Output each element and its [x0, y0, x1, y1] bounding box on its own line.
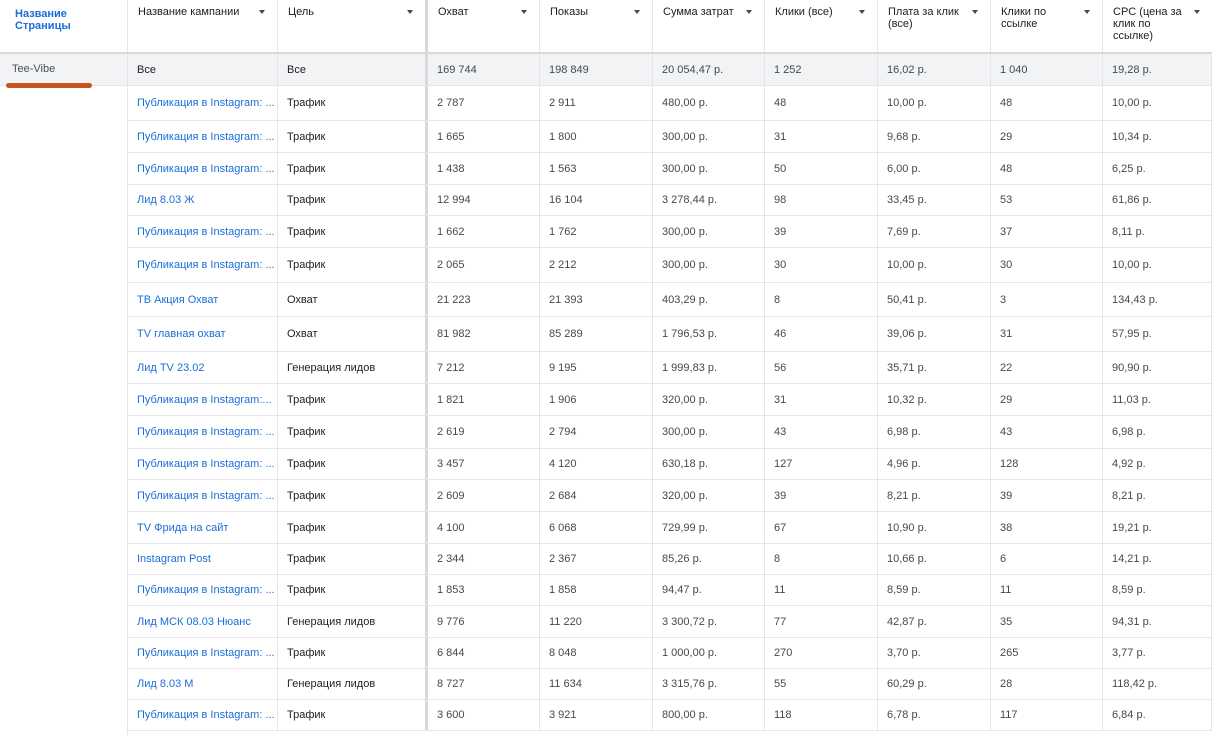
campaign-link[interactable]: TV Фрида на сайт — [137, 521, 229, 534]
goal-cell: Трафик — [278, 121, 428, 152]
amount-spent-cell: 1 796,53 р. — [653, 317, 765, 351]
impressions-cell: 1 563 — [540, 153, 653, 184]
campaign-link[interactable]: Instagram Post — [137, 553, 211, 565]
cpc-all-cell: 6,78 р. — [878, 700, 991, 730]
link-clicks-cell: 48 — [991, 153, 1103, 184]
campaign-name-cell — [128, 512, 278, 543]
clicks-all-cell: 118 — [765, 700, 878, 730]
table-row[interactable] — [128, 638, 1212, 669]
reach-cell: 7 212 — [428, 352, 540, 383]
campaign-link[interactable]: Публикация в Instagram: ... — [137, 584, 275, 596]
table-row[interactable] — [128, 606, 1212, 638]
goal-cell: Трафик — [278, 216, 428, 247]
clicks-all-cell: 39 — [765, 480, 878, 511]
impressions-cell: 11 634 — [540, 669, 653, 699]
link-clicks-cell: 39 — [991, 480, 1103, 511]
table-row[interactable] — [128, 352, 1212, 384]
sort-dropdown-icon[interactable] — [968, 5, 982, 19]
cpc-link-cell: 10,34 р. — [1103, 121, 1212, 152]
table-row[interactable] — [128, 384, 1212, 416]
campaign-name-cell — [128, 54, 278, 85]
link-clicks-cell: 28 — [991, 669, 1103, 699]
campaign-link[interactable]: Публикация в Instagram: ... — [137, 489, 275, 502]
column-header-page-name[interactable] — [0, 0, 128, 52]
table-row[interactable] — [128, 248, 1212, 283]
cpc-link-cell: 19,28 р. — [1103, 54, 1212, 85]
reach-cell: 3 457 — [428, 449, 540, 479]
link-clicks-cell: 1 040 — [991, 54, 1103, 85]
reach-cell: 1 821 — [428, 384, 540, 415]
cpc-all-cell: 8,21 р. — [878, 480, 991, 511]
cpc-all-cell: 3,70 р. — [878, 638, 991, 668]
redaction-mark — [6, 83, 92, 88]
table-row[interactable] — [128, 216, 1212, 248]
clicks-all-cell: 77 — [765, 606, 878, 637]
reach-cell: 12 994 — [428, 185, 540, 215]
amount-spent-cell: 320,00 р. — [653, 384, 765, 415]
goal-cell: Трафик — [278, 416, 428, 448]
campaign-name-cell — [128, 416, 278, 448]
campaign-name-cell — [128, 283, 278, 316]
amount-spent-cell: 300,00 р. — [653, 416, 765, 448]
link-clicks-cell: 35 — [991, 606, 1103, 637]
table-row[interactable] — [128, 317, 1212, 352]
impressions-cell: 11 220 — [540, 606, 653, 637]
table-header — [0, 0, 1212, 54]
amount-spent-cell: 800,00 р. — [653, 700, 765, 730]
cpc-link-cell: 14,21 р. — [1103, 544, 1212, 574]
cpc-all-cell: 33,45 р. — [878, 185, 991, 215]
campaign-name-cell — [128, 606, 278, 637]
cpc-link-cell: 6,25 р. — [1103, 153, 1212, 184]
column-header-goal[interactable] — [278, 0, 428, 52]
cpc-all-cell: 39,06 р. — [878, 317, 991, 351]
cpc-link-cell: 3,77 р. — [1103, 638, 1212, 668]
reach-cell: 2 787 — [428, 86, 540, 120]
impressions-cell: 1 762 — [540, 216, 653, 247]
cpc-link-cell: 10,00 р. — [1103, 248, 1212, 282]
cpc-all-cell: 6,00 р. — [878, 153, 991, 184]
cpc-link-cell: 94,31 р. — [1103, 606, 1212, 637]
goal-cell: Охват — [278, 317, 428, 351]
reach-cell: 1 665 — [428, 121, 540, 152]
impressions-cell: 2 911 — [540, 86, 653, 120]
table-row[interactable] — [128, 416, 1212, 449]
goal-cell: Трафик — [278, 86, 428, 120]
table-row[interactable] — [128, 575, 1212, 606]
impressions-cell: 4 120 — [540, 449, 653, 479]
goal-cell: Трафик — [278, 544, 428, 574]
campaign-link[interactable]: Публикация в Instagram: ... — [137, 130, 275, 143]
amount-spent-cell: 3 300,72 р. — [653, 606, 765, 637]
reach-cell: 169 744 — [428, 54, 540, 85]
amount-spent-cell: 94,47 р. — [653, 575, 765, 605]
link-clicks-cell: 117 — [991, 700, 1103, 730]
amount-spent-cell: 729,99 р. — [653, 512, 765, 543]
goal-cell: Трафик — [278, 384, 428, 415]
impressions-cell: 9 195 — [540, 352, 653, 383]
impressions-cell: 8 048 — [540, 638, 653, 668]
column-header-label: Название Страницы — [15, 8, 71, 32]
campaign-link[interactable]: Публикация в Instagram:... — [137, 393, 272, 406]
column-header-clicks-all[interactable] — [765, 0, 878, 52]
link-clicks-cell: 11 — [991, 575, 1103, 605]
table-row[interactable] — [128, 185, 1212, 216]
cpc-link-cell: 8,11 р. — [1103, 216, 1212, 247]
amount-spent-cell: 300,00 р. — [653, 153, 765, 184]
amount-spent-cell: 1 000,00 р. — [653, 638, 765, 668]
cpc-all-cell: 10,32 р. — [878, 384, 991, 415]
cpc-all-cell: 35,71 р. — [878, 352, 991, 383]
table-row[interactable] — [128, 700, 1212, 731]
column-header-amount-spent[interactable] — [653, 0, 765, 52]
column-header-label: CPC (цена за клик по ссылке) — [1113, 6, 1182, 42]
campaign-name-cell — [128, 575, 278, 605]
campaign-name-cell — [128, 638, 278, 668]
campaign-name-cell — [128, 121, 278, 152]
goal-cell: Трафик — [278, 153, 428, 184]
table-row[interactable] — [128, 669, 1212, 700]
campaign-link[interactable]: Лид 8.03 М — [137, 678, 194, 690]
campaign-link[interactable]: Публикация в Instagram: ... — [137, 458, 275, 470]
amount-spent-cell: 3 315,76 р. — [653, 669, 765, 699]
table-row[interactable] — [128, 121, 1212, 153]
cpc-all-cell: 8,59 р. — [878, 575, 991, 605]
campaign-link[interactable]: Публикация в Instagram: ... — [137, 97, 275, 109]
clicks-all-cell: 43 — [765, 416, 878, 448]
cpc-all-cell: 42,87 р. — [878, 606, 991, 637]
campaign-link[interactable]: Публикация в Instagram: ... — [137, 709, 275, 721]
impressions-cell: 2 794 — [540, 416, 653, 448]
clicks-all-cell: 46 — [765, 317, 878, 351]
cpc-link-cell: 90,90 р. — [1103, 352, 1212, 383]
table-row[interactable] — [128, 480, 1212, 512]
impressions-cell: 198 849 — [540, 54, 653, 85]
campaign-name-cell — [128, 185, 278, 215]
clicks-all-cell: 8 — [765, 544, 878, 574]
column-header-label: Клики (все) — [775, 6, 833, 18]
link-clicks-cell: 30 — [991, 248, 1103, 282]
link-clicks-cell: 6 — [991, 544, 1103, 574]
impressions-cell: 3 921 — [540, 700, 653, 730]
sort-dropdown-icon[interactable] — [255, 5, 269, 19]
goal-cell: Трафик — [278, 512, 428, 543]
cpc-link-cell: 57,95 р. — [1103, 317, 1212, 351]
cpc-all-cell: 10,66 р. — [878, 544, 991, 574]
reach-cell: 1 438 — [428, 153, 540, 184]
clicks-all-cell: 31 — [765, 384, 878, 415]
amount-spent-cell: 3 278,44 р. — [653, 185, 765, 215]
amount-spent-cell: 300,00 р. — [653, 121, 765, 152]
cpc-all-cell: 16,02 р. — [878, 54, 991, 85]
campaign-name-cell — [128, 669, 278, 699]
link-clicks-cell: 38 — [991, 512, 1103, 543]
goal-cell: Генерация лидов — [278, 669, 428, 699]
table-row[interactable] — [128, 153, 1212, 185]
campaign-name-cell — [128, 86, 278, 120]
campaign-link[interactable]: Публикация в Instagram: ... — [137, 162, 275, 175]
campaign-name-cell — [128, 153, 278, 184]
goal-cell: Трафик — [278, 575, 428, 605]
clicks-all-cell: 56 — [765, 352, 878, 383]
clicks-all-cell: 8 — [765, 283, 878, 316]
column-header-label: Показы — [550, 6, 589, 18]
amount-spent-cell: 85,26 р. — [653, 544, 765, 574]
column-header-cpc-all[interactable] — [878, 0, 991, 52]
goal-cell: Трафик — [278, 185, 428, 215]
reach-cell: 8 727 — [428, 669, 540, 699]
column-header-label: Цель — [288, 6, 315, 18]
link-clicks-cell: 128 — [991, 449, 1103, 479]
cpc-link-cell: 8,21 р. — [1103, 480, 1212, 511]
link-clicks-cell: 3 — [991, 283, 1103, 316]
clicks-all-cell: 11 — [765, 575, 878, 605]
cpc-all-cell: 60,29 р. — [878, 669, 991, 699]
reach-cell: 4 100 — [428, 512, 540, 543]
campaign-name-cell — [128, 480, 278, 511]
campaign-name-cell — [128, 449, 278, 479]
cpc-link-cell: 6,98 р. — [1103, 416, 1212, 448]
link-clicks-cell: 29 — [991, 121, 1103, 152]
column-header-label: Охват — [438, 6, 469, 18]
reach-cell: 2 609 — [428, 480, 540, 511]
cpc-link-cell: 11,03 р. — [1103, 384, 1212, 415]
campaign-link[interactable]: Публикация в Instagram: ... — [137, 259, 275, 271]
clicks-all-cell: 127 — [765, 449, 878, 479]
column-header-cpc-link[interactable] — [1103, 0, 1212, 52]
table-row[interactable] — [128, 283, 1212, 317]
sort-dropdown-icon[interactable] — [1080, 5, 1094, 19]
column-header-reach[interactable] — [428, 0, 540, 52]
cpc-link-cell: 118,42 р. — [1103, 669, 1212, 699]
link-clicks-cell: 31 — [991, 317, 1103, 351]
cpc-link-cell: 19,21 р. — [1103, 512, 1212, 543]
campaign-name-text: Все — [137, 63, 156, 76]
sort-dropdown-icon[interactable] — [855, 5, 869, 19]
reach-cell: 2 065 — [428, 248, 540, 282]
goal-cell: Охват — [278, 283, 428, 316]
table-row[interactable] — [128, 512, 1212, 544]
reach-cell: 9 776 — [428, 606, 540, 637]
goal-cell: Трафик — [278, 480, 428, 511]
cpc-link-cell: 8,59 р. — [1103, 575, 1212, 605]
cpc-link-cell: 134,43 р. — [1103, 283, 1212, 316]
link-clicks-cell: 53 — [991, 185, 1103, 215]
cpc-link-cell: 6,84 р. — [1103, 700, 1212, 730]
amount-spent-cell: 403,29 р. — [653, 283, 765, 316]
amount-spent-cell: 480,00 р. — [653, 86, 765, 120]
cpc-all-cell: 10,00 р. — [878, 86, 991, 120]
amount-spent-cell: 300,00 р. — [653, 216, 765, 247]
campaign-name-cell — [128, 384, 278, 415]
cpc-all-cell: 10,00 р. — [878, 248, 991, 282]
cpc-all-cell: 4,96 р. — [878, 449, 991, 479]
reach-cell: 6 844 — [428, 638, 540, 668]
campaign-link[interactable]: Публикация в Instagram: ... — [137, 225, 275, 238]
reach-cell: 1 662 — [428, 216, 540, 247]
impressions-cell: 6 068 — [540, 512, 653, 543]
link-clicks-cell: 265 — [991, 638, 1103, 668]
cpc-all-cell: 6,98 р. — [878, 416, 991, 448]
campaign-link[interactable]: Лид TV 23.02 — [137, 361, 205, 374]
reach-cell: 2 344 — [428, 544, 540, 574]
goal-cell: Трафик — [278, 248, 428, 282]
table-row[interactable] — [128, 544, 1212, 575]
campaign-link[interactable]: Лид МСК 08.03 Нюанс — [137, 615, 251, 628]
campaign-name-cell — [128, 352, 278, 383]
reach-cell: 1 853 — [428, 575, 540, 605]
cpc-link-cell: 61,86 р. — [1103, 185, 1212, 215]
amount-spent-cell: 630,18 р. — [653, 449, 765, 479]
sort-dropdown-icon[interactable] — [403, 5, 417, 19]
clicks-all-cell: 98 — [765, 185, 878, 215]
reach-cell: 21 223 — [428, 283, 540, 316]
campaign-link[interactable]: Лид 8.03 Ж — [137, 194, 195, 206]
amount-spent-cell: 300,00 р. — [653, 248, 765, 282]
clicks-all-cell: 55 — [765, 669, 878, 699]
amount-spent-cell: 1 999,83 р. — [653, 352, 765, 383]
impressions-cell: 2 684 — [540, 480, 653, 511]
impressions-cell: 1 800 — [540, 121, 653, 152]
impressions-cell: 21 393 — [540, 283, 653, 316]
impressions-cell: 2 367 — [540, 544, 653, 574]
column-header-label: Плата за клик (все) — [888, 6, 959, 30]
sort-dropdown-icon[interactable] — [742, 5, 756, 19]
goal-cell: Генерация лидов — [278, 606, 428, 637]
total-row[interactable] — [128, 54, 1212, 86]
table-row[interactable] — [128, 449, 1212, 480]
goal-cell: Трафик — [278, 449, 428, 479]
clicks-all-cell: 31 — [765, 121, 878, 152]
table-row[interactable] — [128, 86, 1212, 121]
clicks-all-cell: 48 — [765, 86, 878, 120]
campaign-link[interactable]: TV главная охват — [137, 328, 226, 340]
column-header-label: Название кампании — [138, 6, 240, 18]
link-clicks-cell: 22 — [991, 352, 1103, 383]
cpc-all-cell: 7,69 р. — [878, 216, 991, 247]
clicks-all-cell: 39 — [765, 216, 878, 247]
clicks-all-cell: 30 — [765, 248, 878, 282]
clicks-all-cell: 1 252 — [765, 54, 878, 85]
impressions-cell: 2 212 — [540, 248, 653, 282]
reach-cell: 81 982 — [428, 317, 540, 351]
sort-dropdown-icon[interactable] — [517, 5, 531, 19]
amount-spent-cell: 20 054,47 р. — [653, 54, 765, 85]
impressions-cell: 1 858 — [540, 575, 653, 605]
impressions-cell: 16 104 — [540, 185, 653, 215]
page-name-column — [0, 54, 128, 735]
clicks-all-cell: 67 — [765, 512, 878, 543]
campaign-name-cell — [128, 216, 278, 247]
cpc-all-cell: 10,90 р. — [878, 512, 991, 543]
campaign-link[interactable]: Публикация в Instagram: ... — [137, 647, 275, 659]
reach-cell: 3 600 — [428, 700, 540, 730]
column-header-link-clicks[interactable] — [991, 0, 1103, 52]
campaign-name-cell — [128, 544, 278, 574]
page-name: Tee-Vibe — [12, 63, 56, 75]
goal-cell: Трафик — [278, 700, 428, 730]
reach-cell: 2 619 — [428, 416, 540, 448]
campaign-name-cell — [128, 700, 278, 730]
link-clicks-cell: 48 — [991, 86, 1103, 120]
amount-spent-cell: 320,00 р. — [653, 480, 765, 511]
goal-cell: Генерация лидов — [278, 352, 428, 383]
link-clicks-cell: 37 — [991, 216, 1103, 247]
goal-cell: Трафик — [278, 638, 428, 668]
goal-cell: Все — [278, 54, 428, 85]
link-clicks-cell: 29 — [991, 384, 1103, 415]
campaign-name-cell — [128, 317, 278, 351]
clicks-all-cell: 50 — [765, 153, 878, 184]
campaign-link[interactable]: Публикация в Instagram: ... — [137, 426, 275, 438]
cpc-all-cell: 50,41 р. — [878, 283, 991, 316]
column-header-label: Сумма затрат — [663, 6, 734, 18]
cpc-link-cell: 4,92 р. — [1103, 449, 1212, 479]
campaign-name-cell — [128, 248, 278, 282]
cpc-all-cell: 9,68 р. — [878, 121, 991, 152]
column-header-impressions[interactable] — [540, 0, 653, 52]
impressions-cell: 85 289 — [540, 317, 653, 351]
sort-dropdown-icon[interactable] — [630, 5, 644, 19]
column-header-label: Клики по ссылке — [1001, 6, 1047, 30]
impressions-cell: 1 906 — [540, 384, 653, 415]
clicks-all-cell: 270 — [765, 638, 878, 668]
campaign-link[interactable]: ТВ Акция Охват — [137, 293, 219, 306]
page-name-cell — [0, 54, 127, 86]
cpc-link-cell: 10,00 р. — [1103, 86, 1212, 120]
link-clicks-cell: 43 — [991, 416, 1103, 448]
column-header-campaign-name[interactable] — [128, 0, 278, 52]
sort-dropdown-icon[interactable] — [1190, 5, 1204, 19]
